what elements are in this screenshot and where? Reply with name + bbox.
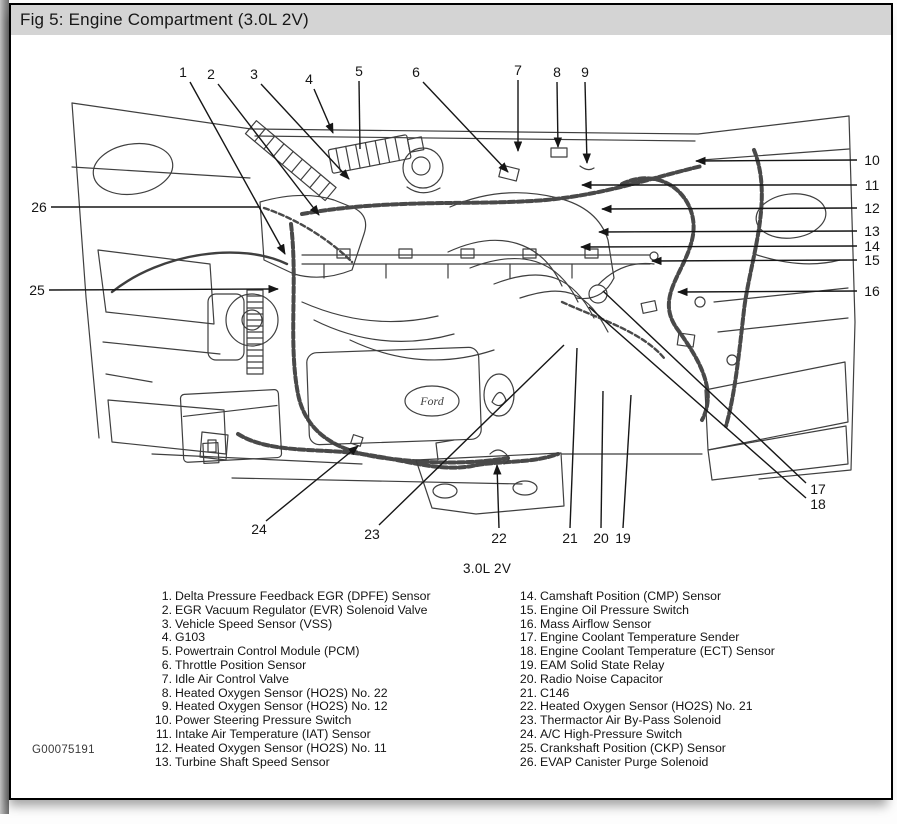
callout-number-13: 13 (864, 222, 880, 239)
legend-item-label: Vehicle Speed Sensor (VSS) (175, 616, 333, 631)
legend-item-number: 24. (519, 726, 537, 741)
legend-item-number: 11. (155, 726, 172, 741)
callout-number-6: 6 (412, 63, 420, 80)
legend-item-3 (146, 618, 506, 632)
leader-line-16 (678, 291, 857, 292)
legend-item-number: 10. (154, 713, 172, 728)
leader-line-1 (190, 82, 285, 254)
legend-item-label: Turbine Shaft Speed Sensor (175, 754, 330, 769)
callout-number-4: 4 (305, 70, 313, 87)
document-number: G00075191 (32, 744, 95, 756)
legend-item-23 (511, 714, 881, 728)
engine-logo-text: Ford (420, 394, 444, 408)
legend-item-label: Power Steering Pressure Switch (175, 713, 352, 728)
legend-item-number: 8. (161, 685, 172, 700)
legend-item-4 (146, 631, 506, 645)
engine-illustration (72, 103, 855, 514)
legend-item-14 (511, 590, 881, 604)
legend-item-label: Radio Noise Capacitor (540, 671, 664, 686)
callout-number-8: 8 (553, 63, 561, 80)
callout-number-25: 25 (29, 281, 45, 298)
legend-item-label: Powertrain Control Module (PCM) (175, 644, 360, 659)
legend-item-label: Delta Pressure Feedback EGR (DPFE) Sensor (175, 589, 431, 603)
legend-item-25 (511, 742, 881, 756)
legend-item-5 (146, 645, 506, 659)
leader-line-5 (359, 81, 360, 149)
legend-item-9 (146, 700, 506, 714)
legend-item-12 (146, 742, 506, 756)
leader-line-3 (261, 84, 349, 179)
legend-item-2 (146, 604, 506, 618)
legend-item-label: Crankshaft Position (CKP) Sensor (540, 740, 726, 755)
legend-item-number: 9. (161, 699, 172, 714)
legend-item-number: 3. (161, 616, 172, 631)
legend-item-16 (511, 618, 881, 632)
callout-number-23: 23 (364, 525, 380, 542)
legend-item-number: 6. (161, 657, 172, 672)
leader-line-10 (696, 160, 857, 161)
callout-number-5: 5 (355, 62, 363, 79)
legend-item-label: Heated Oxygen Sensor (HO2S) No. 22 (175, 685, 388, 700)
figure-caption: 3.0L 2V (463, 561, 512, 576)
legend-column-left (146, 590, 506, 769)
legend-item-20 (511, 673, 881, 687)
legend-item-15 (511, 604, 881, 618)
page-margin-strip (0, 0, 9, 814)
legend-item-13 (146, 756, 506, 770)
leader-line-18 (589, 307, 806, 498)
legend-item-label: C146 (540, 685, 570, 700)
legend-item-number: 21. (519, 685, 537, 700)
callout-number-11: 11 (864, 176, 880, 193)
legend-item-number: 4. (161, 630, 172, 645)
legend-item-number: 23. (519, 713, 537, 728)
leader-line-14 (581, 246, 857, 247)
callout-number-16: 16 (864, 282, 880, 299)
legend-item-label: Mass Airflow Sensor (540, 616, 652, 631)
legend-item-number: 1. (161, 589, 172, 603)
callout-number-14: 14 (864, 237, 880, 254)
leader-line-4 (314, 89, 333, 133)
leader-line-9 (585, 82, 587, 163)
legend-item-17 (511, 631, 881, 645)
legend-item-label: Idle Air Control Valve (175, 671, 289, 686)
legend-item-label: EGR Vacuum Regulator (EVR) Solenoid Valve (175, 602, 428, 617)
legend-item-label: EAM Solid State Relay (540, 657, 665, 672)
callout-number-12: 12 (864, 199, 880, 216)
callout-number-1: 1 (179, 63, 187, 80)
legend-item-label: Throttle Position Sensor (175, 657, 307, 672)
legend-item-number: 12. (154, 740, 172, 755)
leader-line-21 (570, 348, 577, 528)
legend-item-8 (146, 687, 506, 701)
legend-item-number: 19. (519, 657, 537, 672)
leader-line-23 (379, 345, 564, 525)
legend-item-number: 13. (154, 754, 172, 769)
legend-item-10 (146, 714, 506, 728)
legend-item-number: 20. (519, 671, 537, 686)
callout-number-9: 9 (581, 63, 589, 80)
legend-item-label: Intake Air Temperature (IAT) Sensor (175, 726, 371, 741)
callout-number-24: 24 (251, 520, 267, 537)
legend-item-label: Engine Coolant Temperature Sender (540, 630, 740, 645)
callout-number-18: 18 (810, 495, 826, 512)
callout-number-7: 7 (514, 61, 522, 78)
callout-number-15: 15 (864, 251, 880, 268)
legend-item-7 (146, 673, 506, 687)
legend-item-number: 25. (519, 740, 537, 755)
legend-item-6 (146, 659, 506, 673)
legend-item-22 (511, 700, 881, 714)
callout-number-3: 3 (250, 65, 258, 82)
legend-item-number: 22. (519, 699, 537, 714)
callout-number-22: 22 (491, 529, 507, 546)
leader-line-13 (599, 231, 857, 232)
callout-number-21: 21 (562, 529, 578, 546)
figure-window (9, 3, 893, 800)
legend-item-label: Thermactor Air By-Pass Solenoid (540, 713, 722, 728)
callout-number-17: 17 (810, 480, 826, 497)
legend-item-number: 2. (161, 602, 172, 617)
legend-item-label: Camshaft Position (CMP) Sensor (540, 589, 722, 603)
figure-canvas (13, 37, 889, 796)
legend-item-number: 26. (519, 754, 537, 769)
callout-number-10: 10 (864, 151, 880, 168)
leader-line-25 (49, 289, 278, 290)
callout-number-2: 2 (207, 65, 215, 82)
legend-item-number: 18. (519, 644, 537, 659)
legend-item-label: Heated Oxygen Sensor (HO2S) No. 21 (540, 699, 753, 714)
legend-item-label: A/C High-Pressure Switch (540, 726, 683, 741)
legend-item-number: 15. (519, 602, 537, 617)
callout-number-19: 19 (615, 529, 631, 546)
legend-item-26 (511, 756, 881, 770)
legend-item-label: Engine Oil Pressure Switch (540, 602, 689, 617)
legend-item-11 (146, 728, 506, 742)
legend-item-number: 14. (519, 589, 537, 603)
legend-item-number: 7. (161, 671, 172, 686)
callout-number-26: 26 (31, 198, 47, 215)
legend-item-label: Engine Coolant Temperature (ECT) Sensor (540, 644, 775, 659)
legend-item-18 (511, 645, 881, 659)
legend-item-label: Heated Oxygen Sensor (HO2S) No. 11 (175, 740, 387, 755)
leader-line-2 (218, 84, 319, 215)
leader-line-20 (601, 391, 603, 528)
figure-titlebar (11, 5, 891, 35)
legend-item-label: Heated Oxygen Sensor (HO2S) No. 12 (175, 699, 388, 714)
callout-number-20: 20 (593, 529, 609, 546)
legend-item-number: 5. (161, 644, 172, 659)
legend-item-21 (511, 687, 881, 701)
callout-numbers (29, 62, 880, 546)
legend-item-number: 16. (519, 616, 537, 631)
leader-line-19 (623, 395, 631, 528)
leader-line-12 (602, 208, 857, 209)
figure-title: Fig 5: Engine Compartment (3.0L 2V) (20, 10, 309, 29)
legend-item-1 (146, 590, 506, 604)
legend-column-right (511, 590, 881, 769)
legend-item-label: G103 (175, 630, 206, 645)
leader-line-6 (423, 82, 508, 172)
legend-item-19 (511, 659, 881, 673)
leader-line-22 (497, 465, 499, 528)
leader-line-8 (557, 82, 558, 147)
legend-item-24 (511, 728, 881, 742)
legend-item-label: EVAP Canister Purge Solenoid (540, 754, 709, 769)
legend-item-number: 17. (519, 630, 537, 645)
